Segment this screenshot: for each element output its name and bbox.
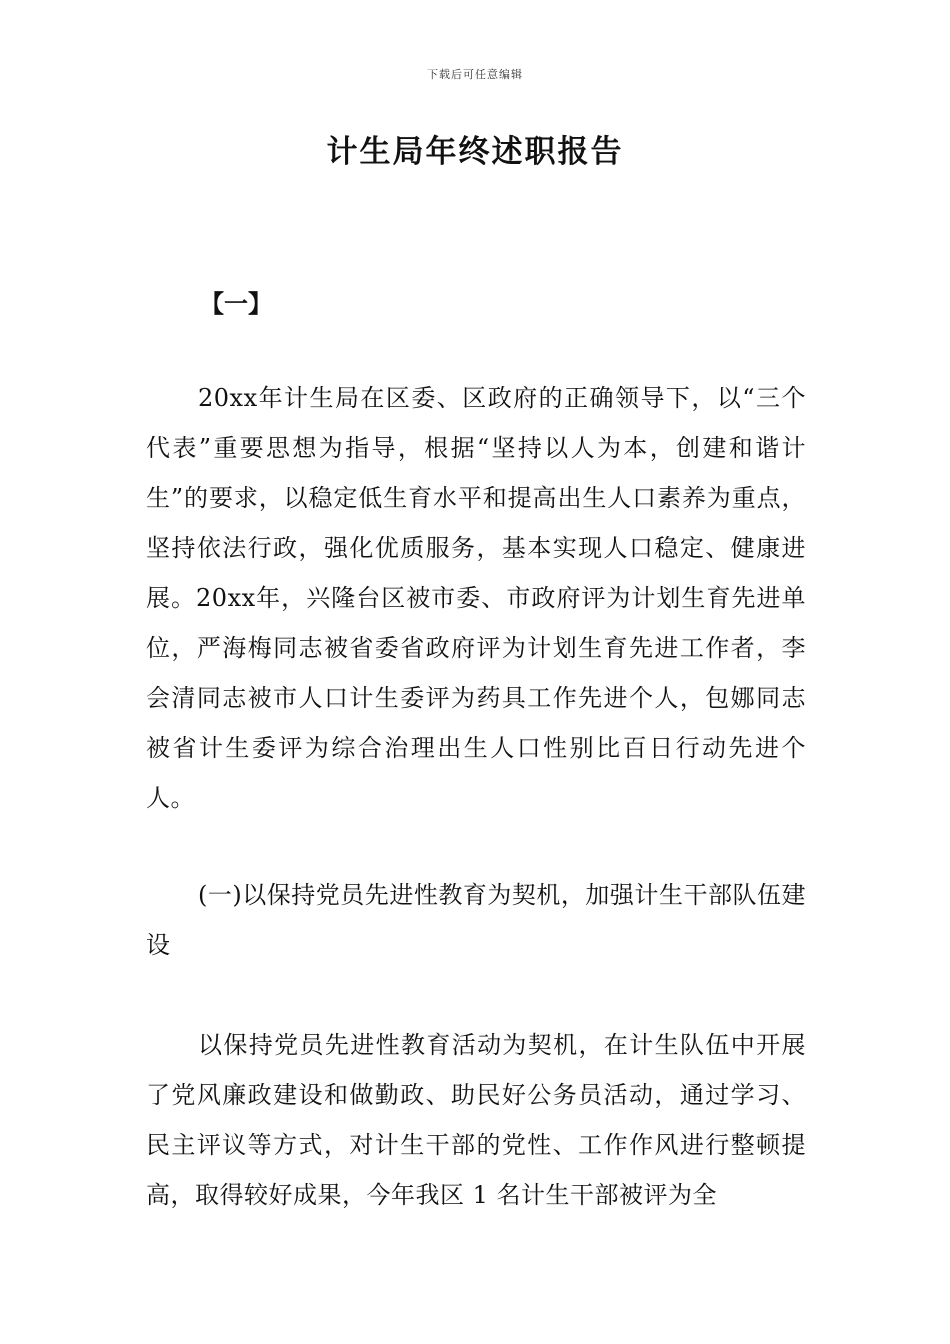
document-title: 计生局年终述职报告 [326,134,624,170]
paragraph-body: 以保持党员先进性教育活动为契机，在计生队伍中开展了党风廉政建设和做勤政、助民好公务员活动，通过学习、民主评议等方式，对计生干部的党性、工作作风进行整顿提高，取得较好成果，今年我区 1 名计生干部被评为全 [146,1031,806,1209]
paragraph-subheading: (一)以保持党员先进性教育为契机，加强计生干部队伍建设 [146,881,806,959]
header-note: 下载后可任意编辑 [427,68,523,81]
paragraph-intro: 20xx年计生局在区委、区政府的正确领导下，以“三个代表”重要思想为指导，根据“坚持以人为本，创建和谐计生”的要求，以稳定低生育水平和提高出生人口素养为重点，坚持依法行政，强化优质服务，基本实现人口稳定、健康进展。20xx年，兴隆台区被市委、市政府评为计划生育先进单位，严海梅同志被省委省政府评为计划生育先进工作者，李会清同志被市人口计生委评为药具工作先进个人，包娜同志被省计生委评为综合治理出生人口性别比百日行动先进个人。 [146,384,806,812]
section-marker: 【一】 [200,290,272,318]
